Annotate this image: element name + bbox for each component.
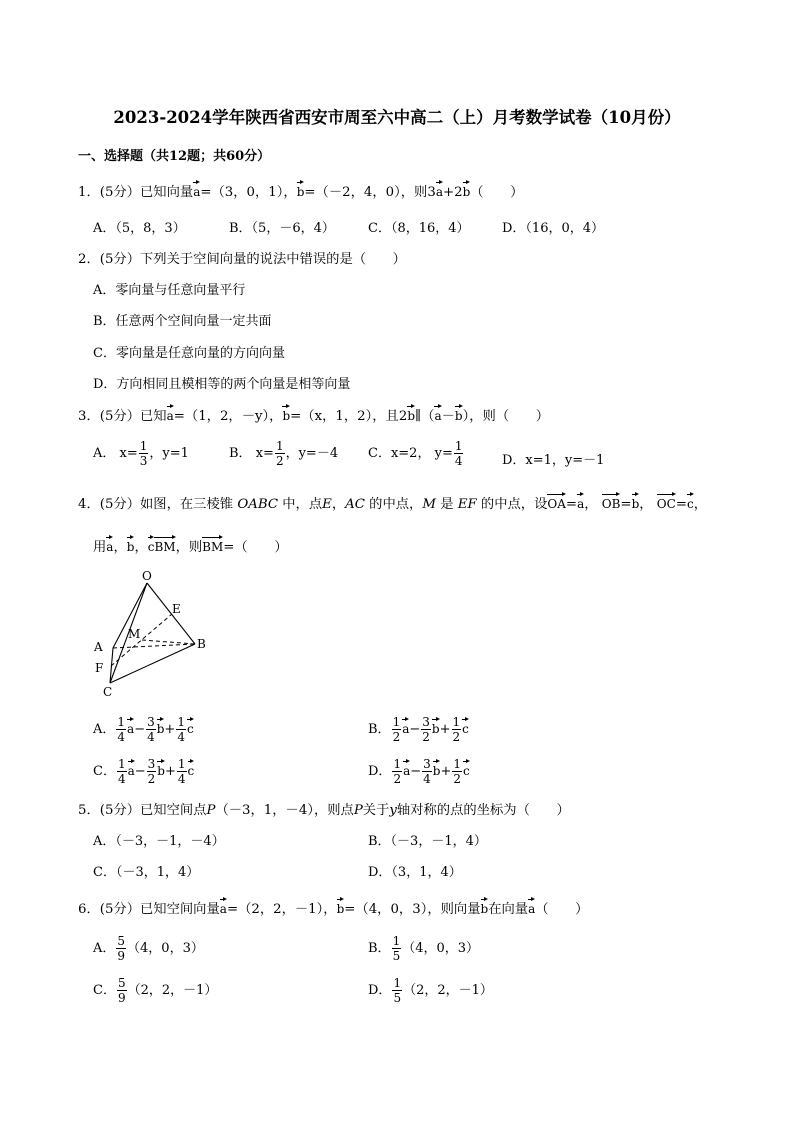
fraction: $\frac{1}{4}$ — [117, 757, 126, 786]
q2-option-c[interactable]: C．零向量是任意向量的方向向量 — [93, 346, 285, 361]
option-label: B． — [368, 941, 391, 956]
q2-option-d[interactable]: D．方向相同且模相等的两个向量是相等向量 — [93, 377, 351, 392]
edge-ab-dashed — [113, 644, 195, 648]
q1-option-d[interactable]: D．（16，0，4） — [502, 221, 605, 236]
fraction: $\frac{1}{2}$ — [453, 757, 462, 786]
vector-symbol: a — [403, 759, 410, 777]
q6-option-b[interactable] — [368, 935, 479, 962]
fraction: $\frac{3}{2}$ — [422, 715, 430, 744]
q6-option-a[interactable] — [93, 935, 204, 962]
fraction: $\frac{1}{4}$ — [177, 715, 185, 744]
section-heading: 一、选择题（共12题；共60分） — [78, 149, 271, 164]
label-e: E — [172, 602, 181, 616]
option-label: D． — [368, 764, 392, 779]
vector-symbol: a — [128, 759, 135, 777]
q1-option-c[interactable]: C．（8，16，4） — [368, 221, 470, 236]
vector-symbol: a — [402, 717, 409, 735]
option-label: C． — [93, 983, 116, 998]
operator: − — [134, 722, 146, 737]
option-label: C． — [93, 764, 116, 779]
label-c: C — [103, 685, 113, 699]
operator: − — [134, 764, 146, 779]
q5-option-d[interactable]: D．（3，1，4） — [368, 865, 462, 880]
fraction: $\frac{1}{2}$ — [392, 715, 401, 744]
label-o: O — [142, 569, 152, 583]
vector-symbol: c — [463, 759, 470, 777]
fraction: $\frac{1}{5}$ — [392, 934, 401, 963]
page-title: 2023-2024学年陕西省西安市周至六中高二（上）月考数学试卷（10月份） — [113, 108, 681, 127]
label-b: B — [197, 637, 206, 651]
question-4-stem: 4．(5分）如图，在三棱锥 OABC 中，点E，AC 的中点，M 是 EF 的中点，设OA=a， OB=b， OC=c， — [78, 492, 707, 512]
question-4-stem-line2: 用a，b，cBM，则BM=（ ） — [93, 535, 288, 555]
option-label: A． — [93, 941, 116, 956]
q3-option-b[interactable]: B． x= $\frac{1}{2}$ ，y=－4 — [229, 439, 339, 468]
option-label: B． — [368, 722, 391, 737]
question-5-stem: 5．(5分）已知空间点P（－3，1，－4），则点P关于y轴对称的点的坐标为（ ） — [78, 803, 570, 818]
question-6-stem: 6．(5分）已知空间向量a=（2，2，－1），b=（4，0，3），则向量b在向量a（ ） — [78, 897, 588, 917]
vector-symbol: b — [433, 759, 441, 777]
coordinate-vector: （2，2，－1） — [403, 983, 493, 998]
q5-option-a[interactable]: A．（－3，－1，－4） — [93, 834, 225, 849]
q4-option-c[interactable] — [93, 758, 194, 785]
label-m: M — [128, 627, 141, 641]
operator: − — [409, 722, 421, 737]
fraction: $\frac{1}{2}$ — [452, 715, 461, 744]
question-3-stem: 3．(5分）已知a=（1，2，－y），b=（x，1，2），且2b∥（a－b），则（ ） — [78, 404, 549, 424]
vector-symbol: b — [157, 717, 165, 735]
q4-option-b[interactable] — [368, 716, 469, 743]
vector-symbol: a — [127, 717, 134, 735]
q4-option-a[interactable] — [93, 716, 194, 743]
option-label: D． — [368, 983, 392, 998]
q6-option-c[interactable] — [93, 977, 217, 1004]
coordinate-vector: （2，2，－1） — [127, 983, 218, 998]
fraction: $\frac{1}{4}$ — [117, 715, 126, 744]
q5-option-c[interactable]: C．（－3，1，4） — [93, 865, 200, 880]
operator: + — [439, 722, 451, 737]
fraction: $\frac{3}{2}$ — [147, 757, 156, 786]
operator: + — [164, 722, 176, 737]
edge-ob — [147, 583, 195, 644]
q2-option-a[interactable]: A．零向量与任意向量平行 — [93, 283, 246, 298]
tetrahedron-figure — [88, 566, 218, 702]
fraction: $\frac{3}{4}$ — [147, 715, 155, 744]
coordinate-vector: （4，0，3） — [402, 941, 480, 956]
operator: + — [164, 764, 176, 779]
q6-option-d[interactable] — [368, 977, 493, 1004]
q4-option-d[interactable] — [368, 758, 470, 785]
q3-option-c[interactable]: C．x=2， y= $\frac{1}{4}$ — [368, 439, 463, 468]
fraction: $\frac{5}{9}$ — [117, 976, 126, 1005]
q3-option-a[interactable]: A． x= $\frac{1}{3}$ ，y=1 — [93, 439, 189, 468]
vector-symbol: b — [432, 717, 440, 735]
q1-option-b[interactable]: B．（5，－6，4） — [229, 221, 335, 236]
operator: + — [440, 764, 452, 779]
vector-symbol: c — [462, 717, 469, 735]
question-1-stem: 1．(5分）已知向量a=（3，0，1），b=（－2，4，0），则3a+2b（ ） — [78, 180, 523, 200]
label-f: F — [95, 661, 104, 675]
question-2-stem: 2．(5分）下列关于空间向量的说法中错误的是（ ） — [78, 252, 406, 267]
q1-option-a[interactable]: A．（5，8，3） — [93, 221, 186, 236]
vector-symbol: b — [157, 759, 165, 777]
fraction: $\frac{1}{2}$ — [393, 757, 402, 786]
q2-option-b[interactable]: B．任意两个空间向量一定共面 — [93, 314, 272, 329]
vector-symbol: c — [187, 717, 194, 735]
fraction: $\frac{1}{5}$ — [393, 976, 402, 1005]
operator: − — [410, 764, 422, 779]
vector-symbol: c — [188, 759, 195, 777]
q3-option-d[interactable]: D．x=1，y=－1 — [502, 453, 605, 468]
fraction: $\frac{5}{9}$ — [117, 934, 126, 963]
fraction: $\frac{1}{4}$ — [177, 757, 186, 786]
fraction: $\frac{3}{4}$ — [423, 757, 431, 786]
label-a: A — [94, 640, 103, 654]
segment-mb-dashed — [142, 640, 195, 644]
coordinate-vector: （4，0，3） — [127, 941, 204, 956]
option-label: A． — [93, 722, 116, 737]
q5-option-b[interactable]: B．（－3，－1，4） — [368, 834, 487, 849]
